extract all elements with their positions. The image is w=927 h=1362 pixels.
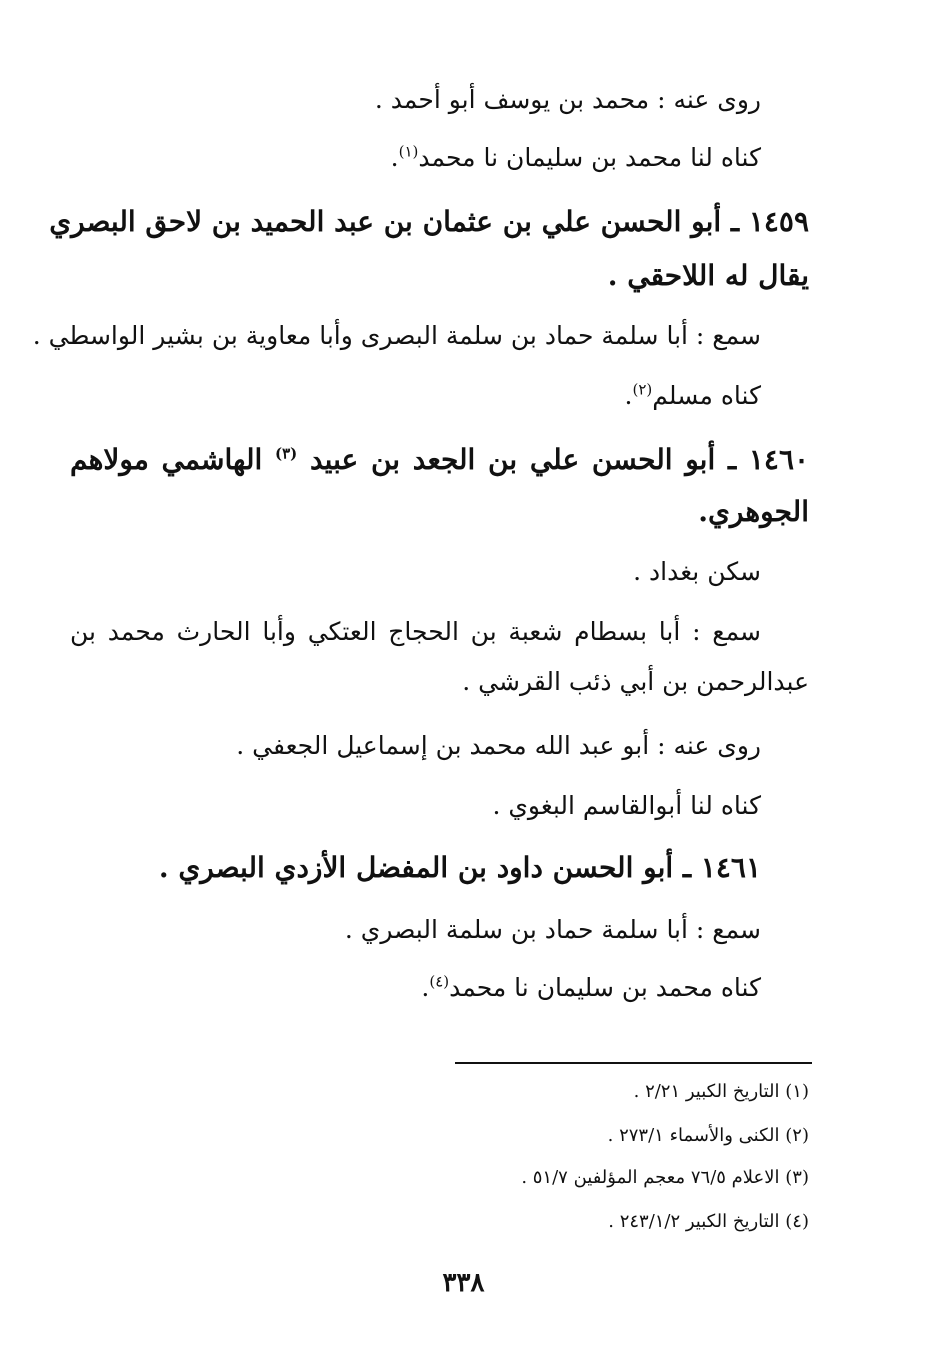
footnote: (١) التاريخ الكبير ٢/٢١ . bbox=[633, 1081, 809, 1102]
heading-text: الهاشمي مولاهم bbox=[70, 443, 263, 476]
text: كناه لنا أبوالقاسم البغوي . bbox=[492, 791, 761, 820]
footnote: (٤) التاريخ الكبير ٢٤٣/١/٢ . bbox=[608, 1211, 809, 1232]
heard-line bbox=[345, 910, 761, 950]
entry-heading-1460 bbox=[70, 440, 809, 480]
text: روى عنه : محمد بن يوسف أبو أحمد . bbox=[374, 85, 761, 114]
heading-text: ١٤٥٩ ـ أبو الحسن علي بن عثمان بن عبد الحميد بن لاحق البصري bbox=[49, 205, 809, 238]
kunya-line bbox=[492, 786, 761, 826]
page-number: ٣٣٨ bbox=[442, 1268, 485, 1298]
heading-text: الجوهري. bbox=[698, 495, 809, 528]
heard-line bbox=[33, 316, 761, 356]
text: روى عنه : أبو عبد الله محمد بن إسماعيل الجعفي . bbox=[236, 731, 761, 760]
kunya-line: كناه محمد بن سليمان نا محمد$^{(٤)}$. bbox=[421, 972, 761, 1002]
kunya-line: كناه مسلم$^{(٢)}$. bbox=[624, 380, 761, 410]
entry-heading-1461 bbox=[159, 848, 761, 888]
footnote: (٢) الكنى والأسماء ٢٧٣/١ . bbox=[607, 1125, 809, 1146]
heading-text: يقال له اللاحقي . bbox=[607, 259, 809, 292]
heard-line bbox=[70, 612, 761, 652]
footnote-marker: (٤) bbox=[429, 972, 450, 991]
kunya-line: كناه لنا محمد بن سليمان نا محمد$^{(١)}$. bbox=[390, 142, 761, 172]
footnote-separator bbox=[455, 1062, 812, 1064]
footnote-marker: (٢) bbox=[632, 380, 653, 399]
narration-line bbox=[375, 80, 761, 120]
heard-line-cont bbox=[462, 662, 809, 702]
footnote-marker: (٣) bbox=[274, 444, 298, 463]
text: سمع : أبا سلمة حماد بن سلمة البصرى وأبا معاوية بن بشير الواسطي . bbox=[32, 321, 761, 350]
text: سمع : أبا بسطام شعبة بن الحجاج العتكي وأبا الحارث محمد بن bbox=[70, 617, 761, 646]
residence-line bbox=[633, 552, 761, 592]
text: عبدالرحمن بن أبي ذئب القرشي . bbox=[462, 667, 809, 696]
text: سكن بغداد . bbox=[633, 557, 761, 586]
footnote: (٣) الاعلام ٧٦/٥ معجم المؤلفين ٥١/٧ . bbox=[521, 1167, 809, 1188]
text: كناه مسلم bbox=[652, 381, 761, 410]
text: سمع : أبا سلمة حماد بن سلمة البصري . bbox=[344, 915, 761, 944]
text: كناه لنا محمد بن سليمان نا محمد bbox=[418, 143, 761, 172]
heading-text: ١٤٦٠ ـ أبو الحسن علي بن الجعد بن عبيد bbox=[309, 443, 810, 476]
entry-heading-1460-cont bbox=[698, 492, 809, 532]
text: كناه محمد بن سليمان نا محمد bbox=[449, 973, 761, 1002]
heading-text: ١٤٦١ ـ أبو الحسن داود بن المفضل الأزدي البصري . bbox=[158, 851, 761, 884]
entry-heading-1459-cont bbox=[608, 256, 809, 296]
entry-heading-1459 bbox=[49, 202, 809, 242]
footnote-marker: (١) bbox=[398, 142, 419, 161]
narration-line bbox=[236, 726, 761, 766]
